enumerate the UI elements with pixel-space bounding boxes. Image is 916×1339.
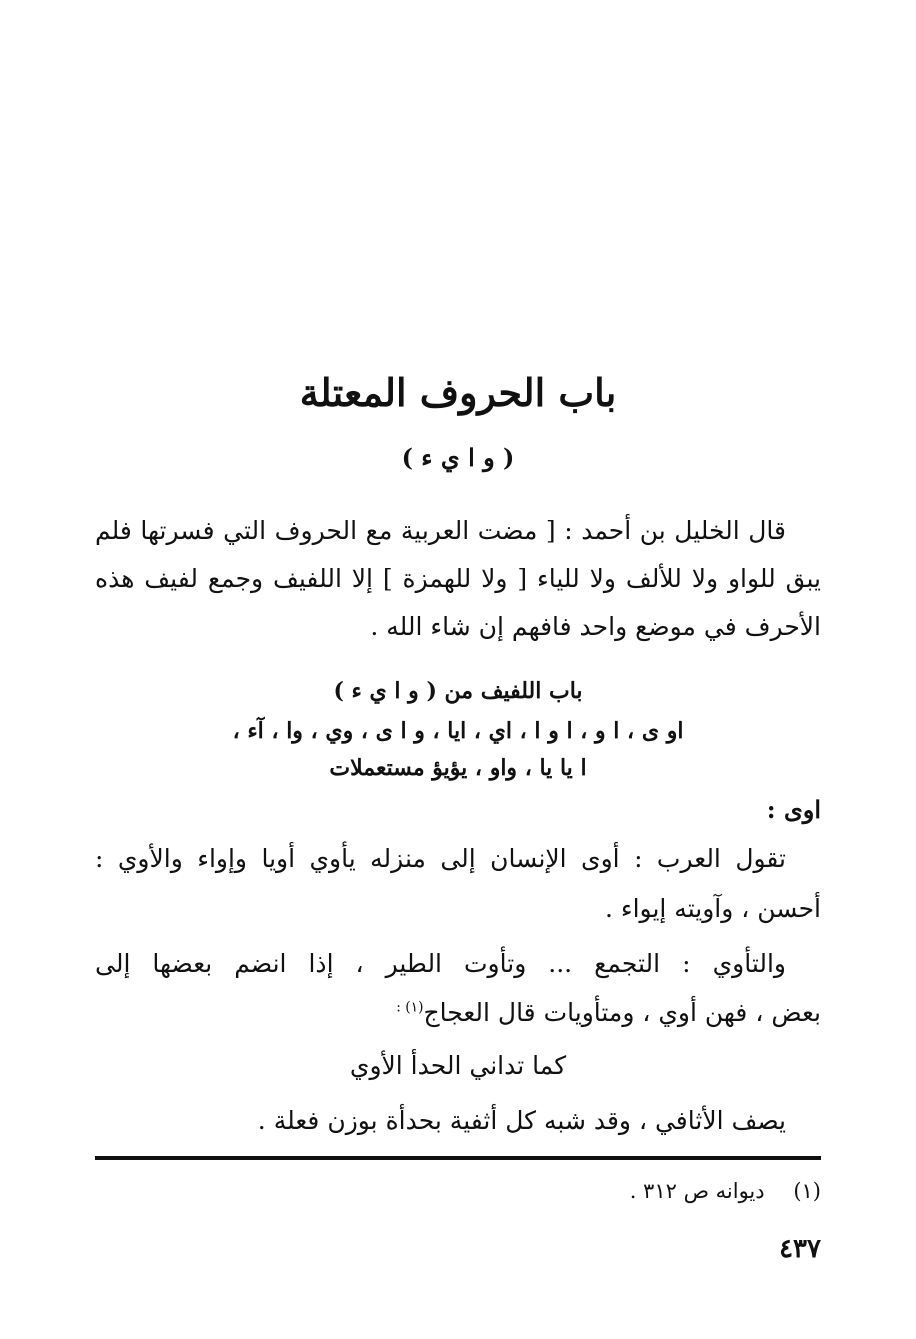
entry-p1-line-2: أحسن ، وآويته إيواء . <box>604 894 821 923</box>
entry-p2-line-1: والتأوي : التجمع ... وتأوت الطير ، إذا انضم بعضها إلى <box>95 949 786 978</box>
chapter-subtitle: ( و ا ي ء ) <box>401 443 515 472</box>
entry-head: اوى : <box>766 795 821 824</box>
intro-line-3: الأحرف في موضع واحد فافهم إن شاء الله . <box>370 612 821 641</box>
forms-line-1: او ى ، ا و ، ا و ا ، اي ، ايا ، و ا ى ، وي ، وا ، آء ، <box>232 718 684 744</box>
entry-p1-line-1: تقول العرب : أوى الإنسان إلى منزله يأوي أويا وإواء والأوي : <box>95 844 786 873</box>
entry-p2-line-2 <box>95 1000 821 1025</box>
entry-p3: يصف الأثافي ، وقد شبه كل أثفية بحدأة بوزن فعلة . <box>257 1106 786 1135</box>
footnote-text: ديوانه ص ٣١٢ . <box>629 1179 765 1203</box>
intro-line-2: يبق للواو ولا للألف ولا للياء [ ولا للهمزة ] إلا اللفيف وجمع لفيف هذه <box>95 564 821 593</box>
chapter-title: باب الحروف المعتلة <box>299 370 617 415</box>
poetry-verse: كما تداني الحدأ الأوي <box>349 1051 567 1080</box>
entry-p2-text: بعض ، فهن أوي ، ومتأويات قال العجاج <box>423 998 821 1027</box>
intro-line-1: قال الخليل بن أحمد : [ مضت العربية مع الحروف التي فسرتها فلم <box>95 516 786 545</box>
footnote-number: (١) <box>793 1179 821 1203</box>
page-number: ٤٣٧ <box>779 1234 821 1264</box>
footnote-ref: (١) : <box>396 999 424 1016</box>
footnote <box>95 1179 821 1203</box>
footnote-divider <box>95 1156 821 1160</box>
forms-line-2: ا يا يا ، واو ، يؤيؤ مستعملات <box>329 755 587 781</box>
section-heading: باب اللفيف من ( و ا ي ء ) <box>333 678 583 704</box>
